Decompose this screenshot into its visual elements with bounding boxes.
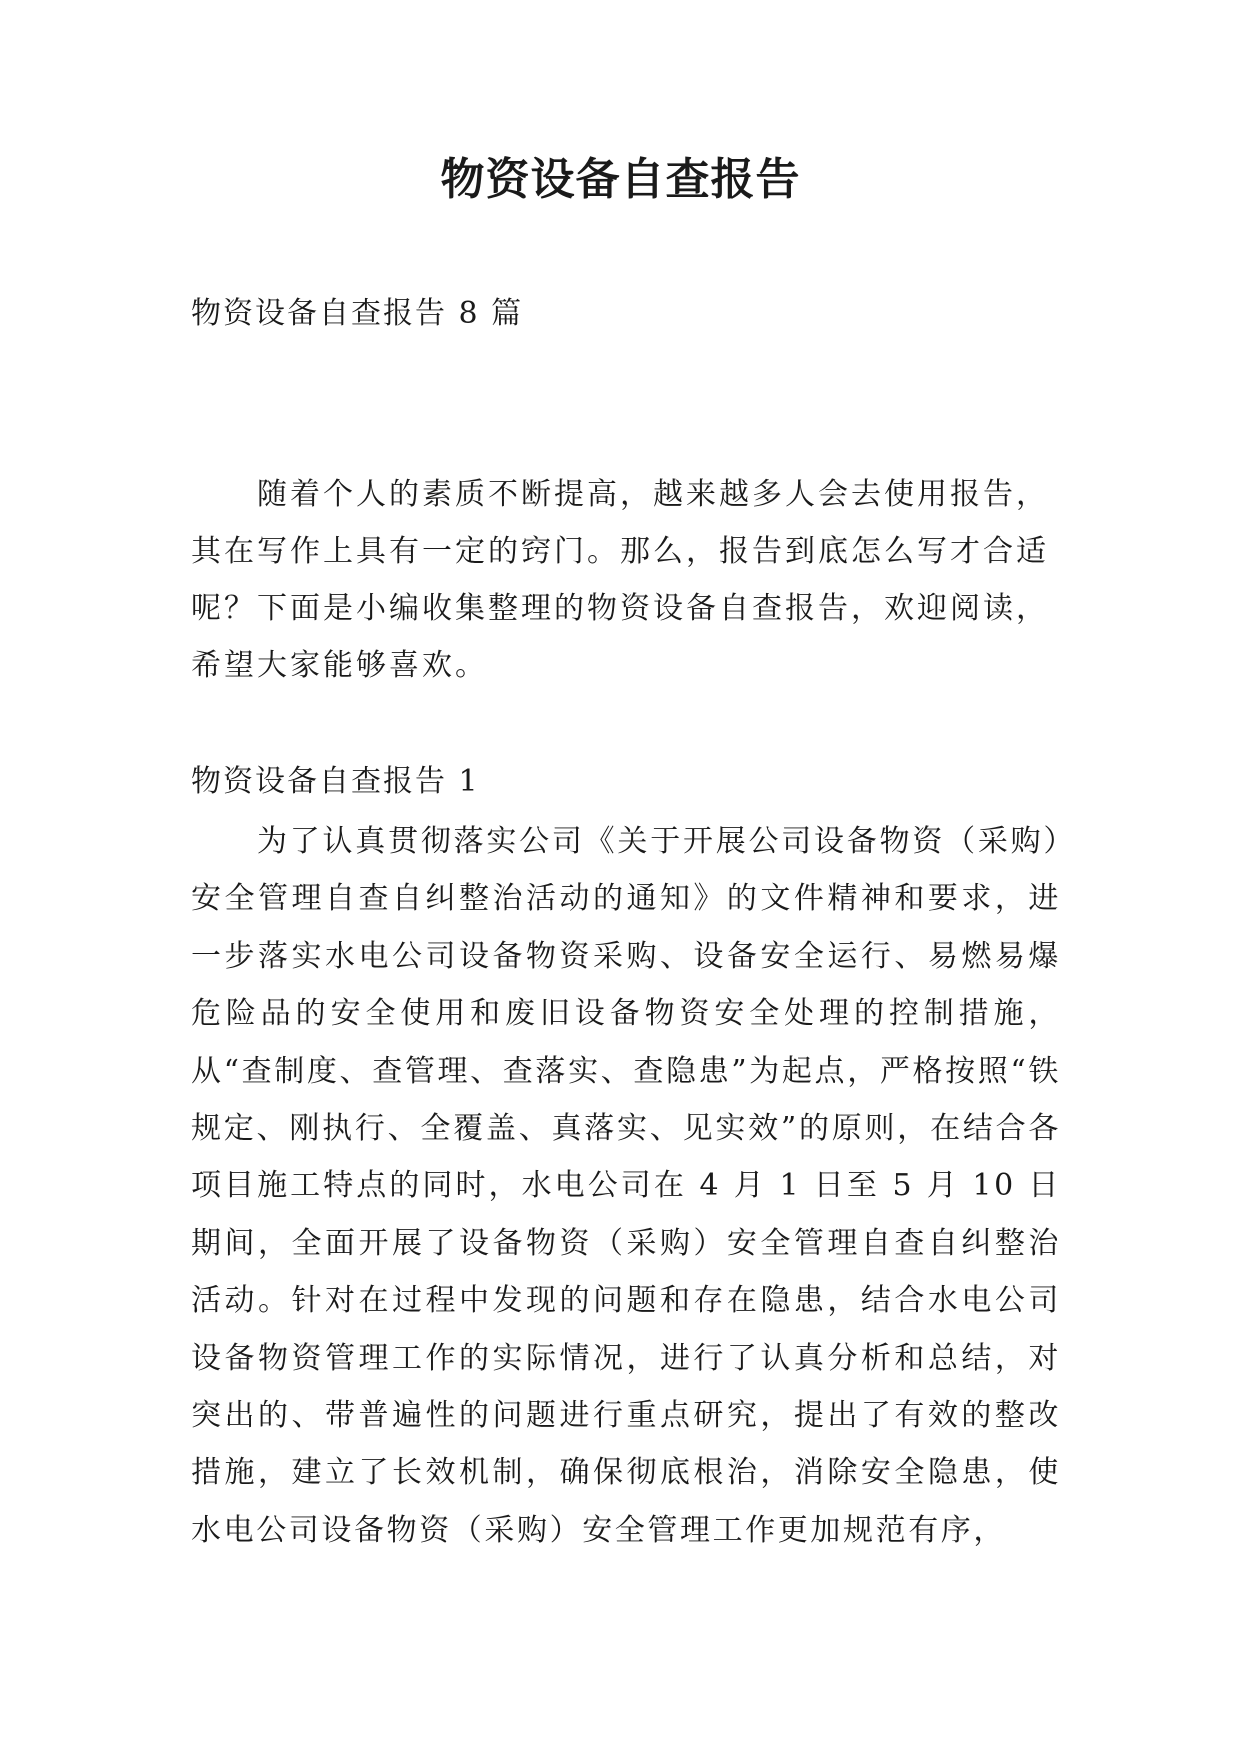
section-body-paragraph: 为了认真贯彻落实公司《关于开展公司设备物资（采购）安全管理自查自纠整治活动的通知》的文件精神和要求，进一步落实水电公司设备物资采购、设备安全运行、易燃易爆危险品的安全使用和废旧设备物资安全处理的控制措施，从“查制度、查管理、查落实、查隐患”为起点，严格按照“铁规定、刚执行、全覆盖、真落实、见实效”的原则，在结合各项目施工特点的同时，水电公司在 4 月 1 日至 5 月 10 日期间，全面开展了设备物资（采购）安全管理自查自纠整治活动。针对在过程中发现的问题和存在隐患，结合水电公司设备物资管理工作的实际情况，进行了认真分析和总结，对突出的、带普遍性的问题进行重点研究，提出了有效的整改措施，建立了长效机制，确保彻底根治，消除安全隐患，使水电公司设备物资（采购）安全管理工作更加规范有序， bbox=[191, 824, 1061, 1548]
document-subtitle: 物资设备自查报告 8 篇 bbox=[191, 296, 524, 331]
document-title: 物资设备自查报告 bbox=[440, 154, 801, 205]
intro-paragraph: 随着个人的素质不断提高，越来越多人会去使用报告，其在写作上具有一定的窍门。那么，报告到底怎么写才合适呢？下面是小编收集整理的物资设备自查报告，欢迎阅读，希望大家能够喜欢。 bbox=[191, 477, 1049, 683]
section-heading: 物资设备自查报告 1 bbox=[191, 764, 480, 799]
